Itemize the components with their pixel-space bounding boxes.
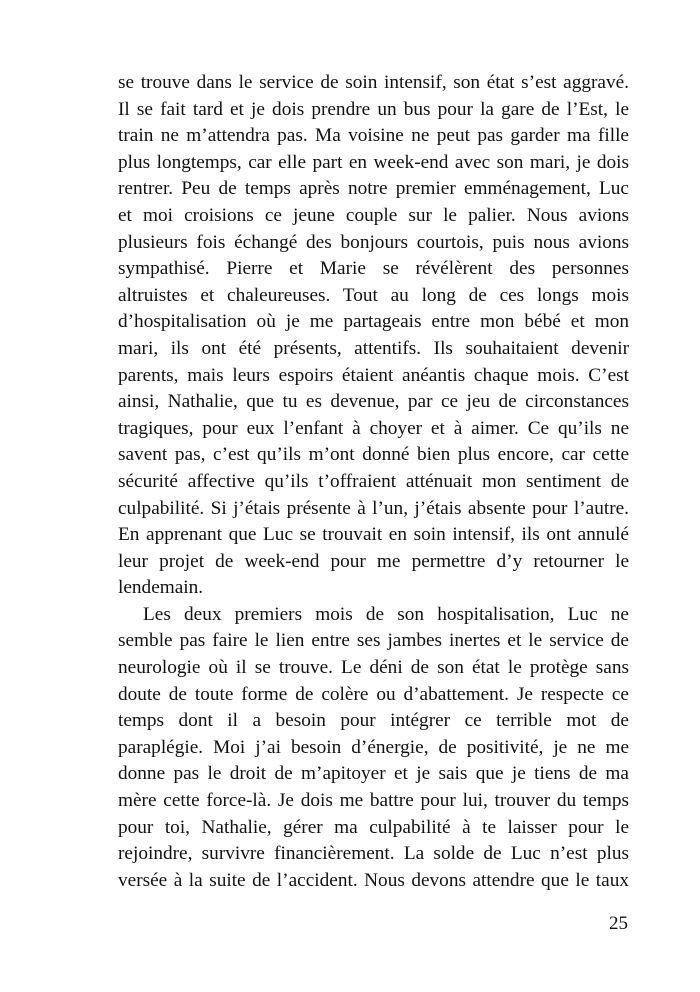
text-line: pour toi, Nathalie, gérer ma culpabilité à te laisser pour le [118, 816, 629, 838]
text-line: semble pas faire le lien entre ses jambes inertes et le service de [118, 630, 629, 652]
text-line: ainsi, Nathalie, que tu es devenue, par ce jeu de circonstances [118, 391, 629, 413]
text-line: rentrer. Peu de temps après notre premier emménagement, Luc [118, 178, 629, 200]
page-number: 25 [609, 913, 628, 934]
text-line: lendemain. [118, 577, 204, 599]
text-line: sympathisé. Pierre et Marie se révélèrent des personnes [118, 258, 629, 280]
text-line: donne pas le droit de m’apitoyer et je sais que je tiens de ma [118, 763, 629, 785]
text-line: et moi croisions ce jeune couple sur le palier. Nous avions [118, 204, 629, 226]
text-line: mère cette force-là. Je dois me battre pour lui, trouver du temps [118, 790, 629, 812]
text-line: culpabilité. Si j’étais présente à l’un, j’étais absente pour l’autre. [118, 497, 629, 519]
text-line: altruistes et chaleureuses. Tout au long de ces longs mois [118, 284, 629, 306]
text-line: temps dont il a besoin pour intégrer ce terrible mot de [118, 710, 629, 732]
text-line: paraplégie. Moi j’ai besoin d’énergie, de positivité, je ne me [118, 736, 629, 758]
paragraph [118, 70, 629, 602]
text-line: sécurité affective qu’ils t’offraient atténuait mon sentiment de [118, 470, 629, 492]
text-line: rejoindre, survivre financièrement. La solde de Luc n’est plus [118, 843, 629, 865]
text-line: Les deux premiers mois de son hospitalisation, Luc ne [143, 603, 629, 625]
text-line: savent pas, c’est qu’ils m’ont donné bien plus encore, car cette [118, 444, 629, 466]
text-line: train ne m’attendra pas. Ma voisine ne peut pas garder ma fille [118, 125, 629, 147]
text-line: plusieurs fois échangé des bonjours courtois, puis nous avions [118, 231, 629, 253]
text-line: En apprenant que Luc se trouvait en soin intensif, ils ont annulé [118, 524, 629, 546]
text-line: versée à la suite de l’accident. Nous devons attendre que le taux [118, 869, 629, 891]
text-line: d’hospitalisation où je me partageais entre mon bébé et mon [118, 311, 629, 333]
text-line: tragiques, pour eux l’enfant à choyer et à aimer. Ce qu’ils ne [118, 417, 629, 439]
text-line: Il se fait tard et je dois prendre un bus pour la gare de l’Est, le [118, 98, 629, 120]
paragraph [118, 602, 629, 895]
text-line: plus longtemps, car elle part en week-end avec son mari, je dois [118, 151, 629, 173]
body-text [118, 70, 629, 894]
text-line: mari, ils ont été présents, attentifs. Ils souhaitaient devenir [118, 337, 629, 359]
text-line: neurologie où il se trouve. Le déni de son état le protège sans [118, 657, 629, 679]
text-line: doute de toute forme de colère ou d’abattement. Je respecte ce [118, 683, 629, 705]
text-line: leur projet de week-end pour me permettre d’y retourner le [118, 550, 629, 572]
text-line: parents, mais leurs espoirs étaient anéantis chaque mois. C’est [118, 364, 629, 386]
text-line: se trouve dans le service de soin intensif, son état s’est aggravé. [118, 72, 629, 93]
